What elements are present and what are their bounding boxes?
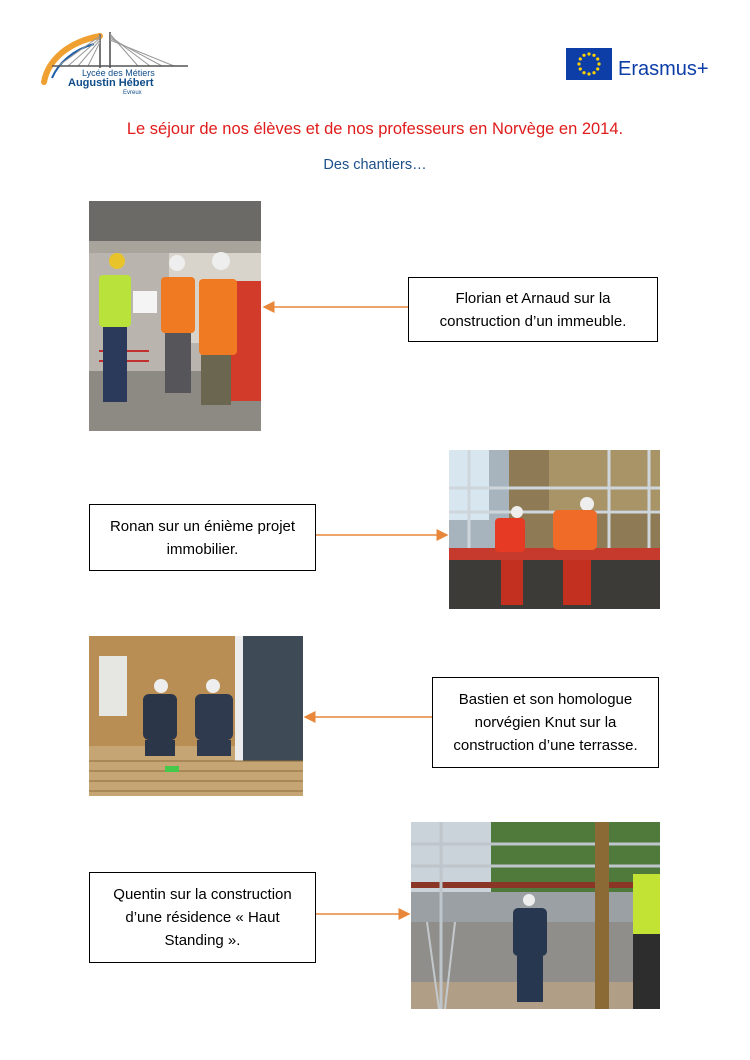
caption-text-2: Ronan sur un énième projet immobilier.: [109, 517, 296, 558]
erasmus-logo: [566, 48, 726, 82]
photo-scaffolding: [449, 450, 660, 609]
photo-terrace: [89, 636, 303, 796]
page-subtitle: Des chantiers…: [323, 157, 427, 173]
school-logo: [38, 30, 198, 94]
logo-line-2: Augustin Hébert: [68, 77, 154, 89]
caption-box-4: [89, 872, 316, 963]
logo-line-3: Evreux: [123, 90, 142, 96]
caption-text-3: Bastien et son homologue norvégien Knut sur la construction d’une terrasse.: [453, 691, 638, 754]
photo-building-site: [89, 201, 261, 431]
eu-flag-icon: [566, 48, 612, 80]
caption-box-1: [408, 277, 658, 342]
erasmus-text: Erasmus+: [618, 58, 709, 80]
photo-residence: [411, 822, 660, 1009]
logo-line-1: Lycée des Métiers: [82, 68, 155, 78]
caption-text-1: Florian et Arnaud sur la construction d’un immeuble.: [439, 289, 627, 330]
caption-box-3: [432, 677, 659, 768]
caption-text-4: Quentin sur la construction d’une résidence « Haut Standing ».: [113, 886, 292, 949]
caption-box-2: [89, 504, 316, 571]
page-title: Le séjour de nos élèves et de nos professeurs en Norvège en 2014.: [126, 120, 624, 138]
